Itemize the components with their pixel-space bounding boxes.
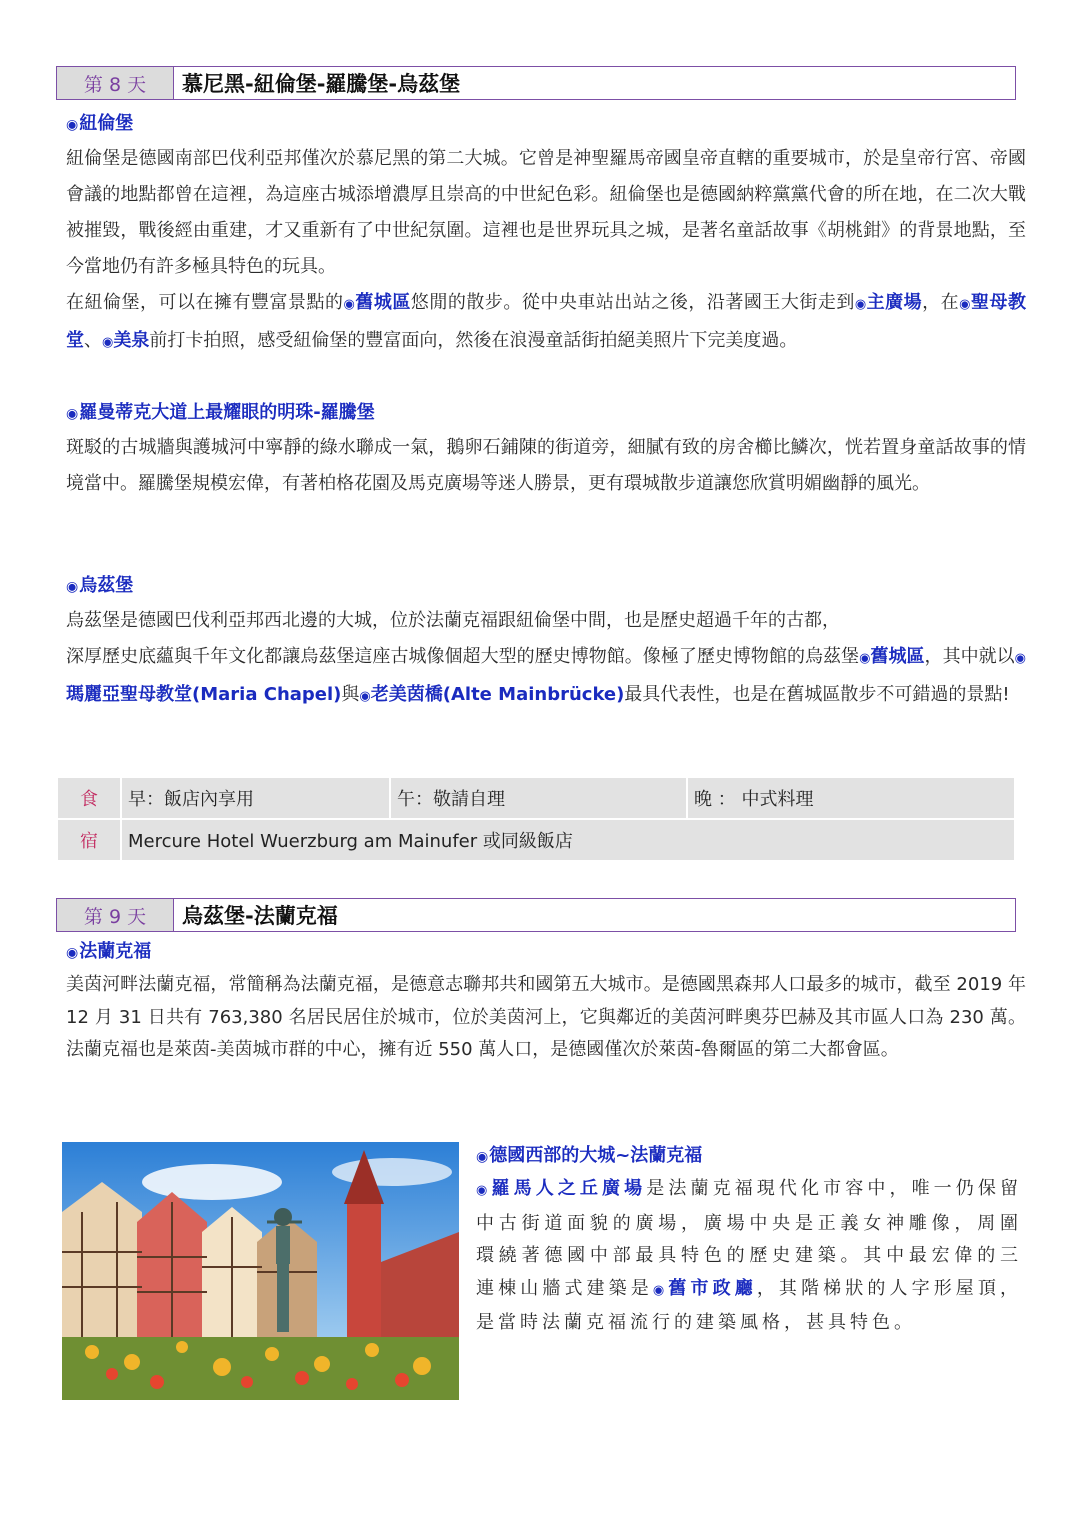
nuremberg-title: ◉紐倫堡: [66, 113, 134, 134]
rothenburg-paragraph: 斑駁的古城牆與護城河中寧靜的綠水聯成一氣，鵝卵石鋪陳的街道旁，細膩有致的房舍櫛比鱗次，恍若置身童話故事的情境當中。羅騰堡規模宏偉，有著柏格花園及馬克廣場等迷人勝景，更有環城散步道讓您欣賞明媚幽靜的風光。: [66, 437, 1026, 494]
dinner-cell: 晚 ： 中式料理: [687, 777, 1015, 819]
stay-tag: 宿: [57, 819, 121, 861]
nuremberg-section: [66, 108, 1026, 361]
bullet-icon: ◉: [343, 297, 356, 312]
food-tag: 食: [57, 777, 121, 819]
breakfast-cell: 早：飯店內享用: [121, 777, 390, 819]
bullet-icon: ◉: [66, 945, 79, 961]
bullet-icon: ◉: [66, 406, 79, 422]
bullet-icon: ◉: [1014, 651, 1027, 666]
nuremberg-paragraph-1: 紐倫堡是德國南部巴伐利亞邦僅次於慕尼黑的第二大城。它曾是神聖羅馬帝國皇帝直轄的重要城市，於是皇帝行宮、帝國會議的地點都曾在這裡，為這座古城添增濃厚且崇高的中世紀色彩。紐倫堡也是德國納粹黨黨代會的所在地，在二次大戰被摧毀，戰後經由重建，才又重新有了中世紀氛圍。這裡也是世界玩具之城，是著名童話故事《胡桃鉗》的背景地點，至今當地仍有許多極具特色的玩具。: [66, 148, 1026, 277]
bullet-icon: ◉: [359, 689, 371, 704]
bullet-icon: ◉: [66, 117, 79, 133]
day8-header: [56, 66, 1016, 100]
wurzburg-title: ◉烏茲堡: [66, 575, 134, 596]
lunch-cell: 午：敬請自理: [390, 777, 687, 819]
hotel-cell: Mercure Hotel Wuerzburg am Mainufer 或同級飯店: [121, 819, 1015, 861]
day8-label: 第 8 天: [57, 67, 174, 99]
bullet-icon: ◉: [859, 651, 871, 666]
frankfurt-paragraph: 美茵河畔法蘭克福，常簡稱為法蘭克福，是德意志聯邦共和國第五大城市。是德國黑森邦人口最多的城市，截至 2019 年 12 月 31 日共有 763,380 名居民居住於城市，位於美茵河上，它與鄰近的美茵河畔奧芬巴赫及其市區人口為 230 萬。法蘭克福也是萊茵-美茵城市群的中心，擁有近 550 萬人口，是德國僅次於萊茵-魯爾區的第二大都會區。: [66, 974, 1026, 1060]
bullet-icon: ◉: [476, 1183, 492, 1198]
frankfurt-title: ◉法蘭克福: [66, 941, 152, 962]
day9-title: 烏茲堡-法蘭克福: [182, 904, 338, 928]
romerberg-photo: [62, 1142, 459, 1400]
frankfurt-section: [66, 936, 1026, 1067]
day9-header: [56, 898, 1016, 932]
nuremberg-paragraph-2: 在紐倫堡，可以在擁有豐富景點的◉舊城區悠閒的散步。從中央車站出站之後，沿著國王大街走到◉主廣場，在◉聖母教堂、◉美泉前打卡拍照，感受紐倫堡的豐富面向，然後在浪漫童話街拍絕美照片下完美度過。: [66, 292, 1027, 351]
bullet-icon: ◉: [102, 335, 114, 350]
romer-paragraph: ◉羅馬人之丘廣場是法蘭克福現代化市容中，唯一仍保留中古街道面貌的廣場，廣場中央是正義女神雕像，周圍環繞著德國中部最具特色的歷史建築。其中最宏偉的三連棟山牆式建築是◉舊市政廳，其階梯狀的人字形屋頂，是當時法蘭克福流行的建築風格，甚具特色。: [476, 1178, 1023, 1333]
wurzburg-paragraph-2: 深厚歷史底蘊與千年文化都讓烏茲堡這座古城像個超大型的歷史博物館。像極了歷史博物館的烏茲堡◉舊城區，其中就以◉瑪麗亞聖母教堂(Maria Chapel)與◉老美茵橋(Alte Mainbrücke)最具代表性，也是在舊城區散步不可錯過的景點!: [66, 646, 1027, 705]
romerberg-photo-image: [62, 1142, 459, 1400]
day9-label: 第 9 天: [57, 899, 174, 931]
day8-title: 慕尼黑-紐倫堡-羅騰堡-烏茲堡: [182, 72, 461, 96]
bullet-icon: ◉: [854, 297, 867, 312]
frankfurt-highlight: [476, 1140, 1022, 1340]
west-city-title: ◉德國西部的大城~法蘭克福: [476, 1145, 703, 1166]
bullet-icon: ◉: [959, 297, 972, 312]
hotel-row: [57, 819, 1015, 861]
bullet-icon: ◉: [66, 579, 79, 595]
wurzburg-paragraph-1: 烏茲堡是德國巴伐利亞邦西北邊的大城，位於法蘭克福跟紐倫堡中間，也是歷史超過千年的古都，: [66, 610, 840, 631]
rothenburg-title: ◉羅曼蒂克大道上最耀眼的明珠-羅騰堡: [66, 402, 375, 423]
bullet-icon: ◉: [476, 1149, 489, 1165]
wurzburg-section: [66, 570, 1026, 715]
rothenburg-section: [66, 397, 1026, 502]
meal-row: [57, 777, 1015, 819]
meal-table: [56, 776, 1016, 862]
bullet-icon: ◉: [652, 1282, 669, 1298]
